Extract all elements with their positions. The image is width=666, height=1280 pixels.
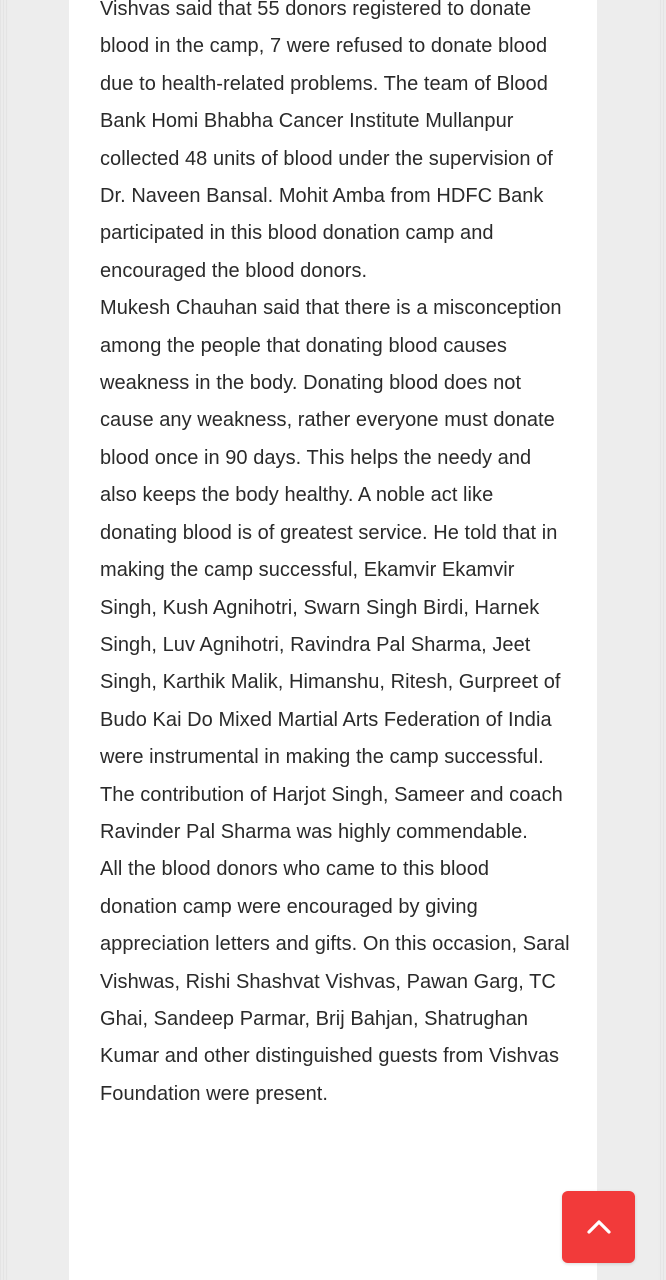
article-paragraph-3: All the blood donors who came to this blood donation camp were encouraged by giving appreciation letters and gifts. On this occasion, Saral Vishwas, Rishi Shashvat Vishvas, Pawan Garg, TC Ghai, Sandeep Parmar, Brij Bahjan, Shatrughan Kumar and other distinguished guests from Vishvas Foundation were present. [100,858,570,1105]
article-body [100,0,570,1113]
scroll-to-top-button[interactable] [562,1191,635,1263]
article-card [69,0,597,1280]
chevron-up-icon [584,1212,614,1242]
article-paragraph-1: Vishvas said that 55 donors registered to donate blood in the camp, 7 were refused to donate blood due to health-related problems. The team of Blood Bank Homi Bhabha Cancer Institute Mullanpur collected 48 units of blood under the supervision of Dr. Naveen Bansal. Mohit Amba from HDFC Bank participated in this blood donation camp and encouraged the blood donors. [100,0,553,282]
article-paragraph-2: Mukesh Chauhan said that there is a misconception among the people that donating blood causes weakness in the body. Donating blood does not cause any weakness, rather everyone must donate blood once in 90 days. This helps the needy and also keeps the body healthy. A noble act like donating blood is of greatest service. He told that in making the camp successful, Ekamvir Ekamvir Singh, Kush Agnihotri, Swarn Singh Birdi, Harnek Singh, Luv Agnihotri, Ravindra Pal Sharma, Jeet Singh, Karthik Malik, Himanshu, Ritesh, Gurpreet of Budo Kai Do Mixed Martial Arts Federation of India were instrumental in making the camp successful. The contribution of Harjot Singh, Sameer and coach Ravinder Pal Sharma was highly commendable. [100,297,563,843]
